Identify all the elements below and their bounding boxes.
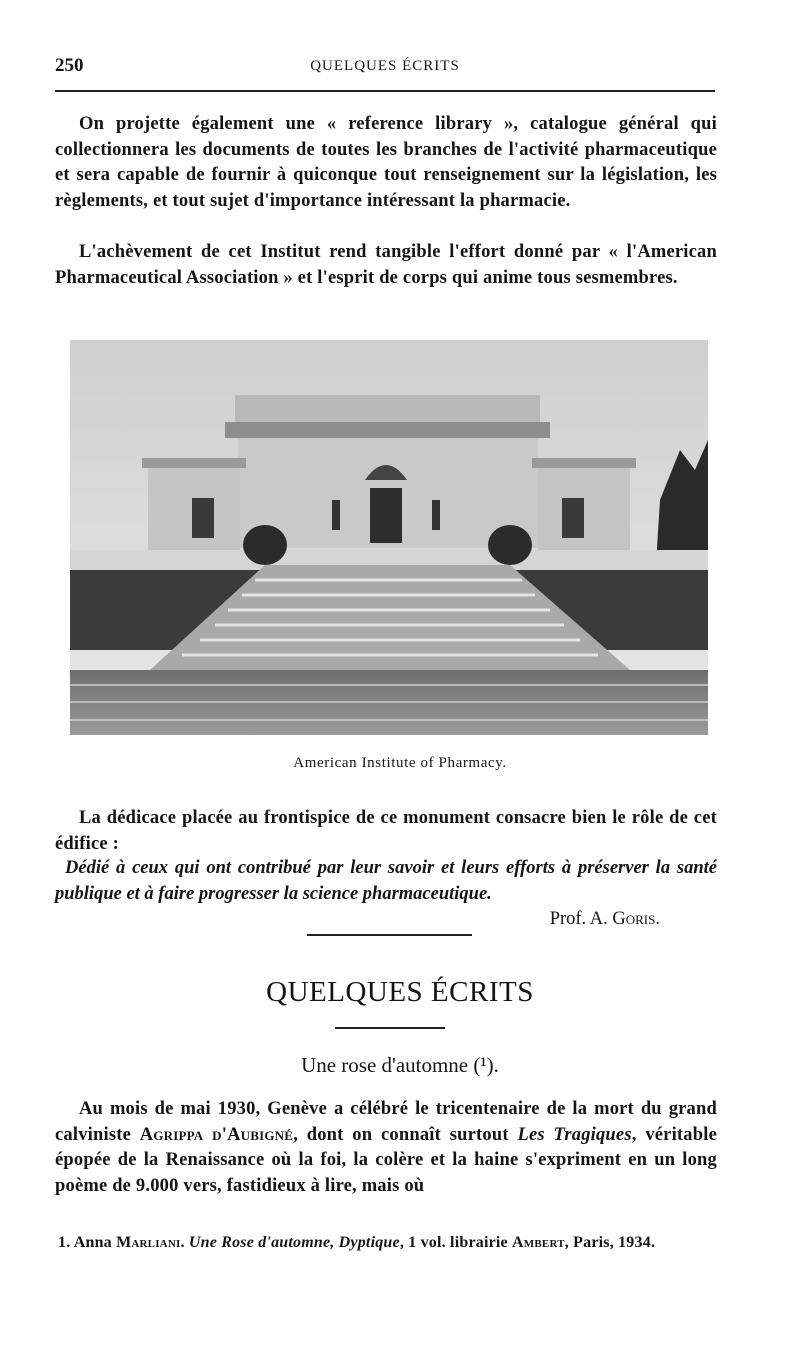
paragraph-reference-library: On projette également une « reference library », catalogue général qui collectionnera les documents de toutes les branches de l'activité pharmaceutique et sera capable de fournir à quiconque tout renseignement sur la législation, les règlements, et tout sujet d'importance intéressant la pharmacie. [55, 114, 717, 211]
signature-name: Goris. [612, 909, 660, 929]
running-head: QUELQUES ÉCRITS [310, 58, 460, 74]
page-number: 250 [55, 55, 84, 76]
footnote-publisher: Ambert [512, 1234, 565, 1251]
p3-title: Les Tragiques [517, 1124, 632, 1145]
page-header [55, 55, 715, 85]
signature [550, 909, 660, 930]
building-photograph [70, 340, 708, 735]
p3-name: Agrippa d'Aubigné [139, 1124, 294, 1145]
paragraph-geneve [55, 1097, 717, 1199]
dedication-text: Dédié à ceux qui ont contribué par leur savoir et leurs efforts à préserver la santé publique et à faire progresser la science pharmaceutique. [55, 858, 717, 904]
figure-caption: American Institute of Pharmacy. [293, 755, 507, 771]
p3-end: , véritable épopée de la Renaissance où la foi, la colère et la haine s'expriment en un long poème de 9.000 vers, fastidieux à lire, mais où [55, 1124, 717, 1196]
footnote-title: Une Rose d'automne, Dyptique [188, 1234, 400, 1251]
title-rule [335, 1027, 445, 1029]
signature-prefix: Prof. A. [549, 909, 613, 929]
section-title: QUELQUES ÉCRITS [266, 976, 534, 1008]
footnote-author-first: Anna [73, 1234, 117, 1251]
footnote-author-last: Marliani [116, 1234, 181, 1251]
footnote-details: , 1 vol. librairie [399, 1234, 513, 1251]
article-subtitle [0, 1053, 800, 1078]
section-divider [307, 934, 472, 936]
p3-mid: , dont on connaît surtout [293, 1124, 518, 1145]
p3-start: Au mois de mai 1930, Genève a célébré le tricentenaire de la mort du grand calviniste [55, 1099, 717, 1145]
dedication-intro: La dédicace placée au frontispice de ce monument consacre bien le rôle de cet édifice : [55, 808, 717, 854]
subtitle-text: Une rose d'automne [301, 1053, 469, 1077]
footnote [58, 1233, 720, 1253]
footnote-place: , Paris, 1934. [564, 1234, 656, 1251]
subtitle-note: (¹). [473, 1053, 499, 1077]
footnote-sep: . [180, 1234, 189, 1251]
paragraph-institut: L'achèvement de cet Institut rend tangible l'effort donné par « l'American Pharmaceutical Association » et l'esprit de corps qui anime tous sesmembres. [55, 242, 717, 288]
footnote-number: 1. [58, 1234, 74, 1251]
header-rule [55, 90, 715, 92]
